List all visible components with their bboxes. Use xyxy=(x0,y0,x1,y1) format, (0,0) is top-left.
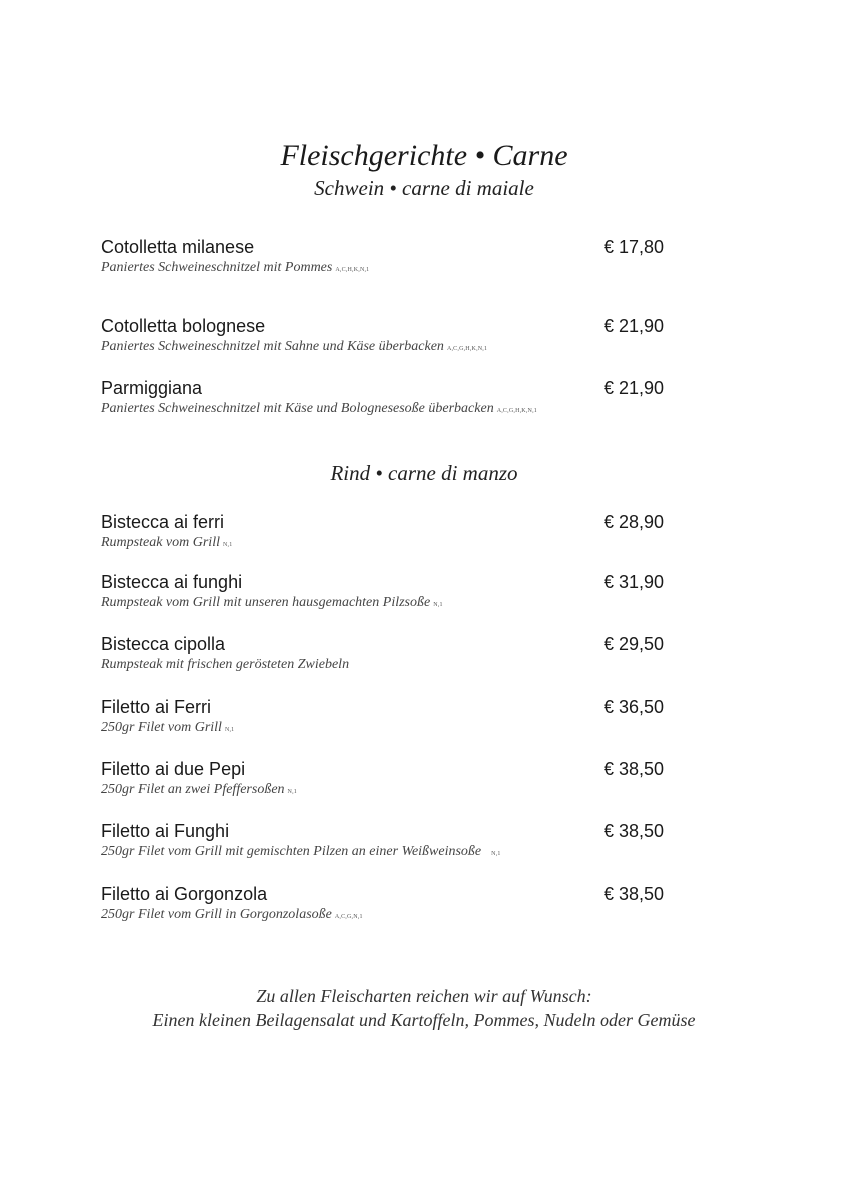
item-description-text: Rumpsteak mit frischen gerösteten Zwiebeln xyxy=(101,657,350,672)
item-description-text: 250gr Filet an zwei Pfeffersoßen xyxy=(101,782,285,797)
page-title: Fleischgerichte • Carne xyxy=(280,139,568,172)
item-name: Filetto ai Gorgonzola xyxy=(101,884,268,904)
allergen-codes: A,C,G,H,K,N,1 xyxy=(446,346,488,352)
menu-item xyxy=(101,758,681,804)
footer-note-line-1: Zu allen Fleischarten reichen wir auf Wunsch: xyxy=(256,986,592,1006)
item-price: € 28,90 xyxy=(604,512,665,532)
item-price: € 31,90 xyxy=(604,572,665,592)
menu-item xyxy=(101,315,681,361)
item-price: € 17,80 xyxy=(604,237,665,257)
item-description xyxy=(101,338,487,358)
item-price: € 21,90 xyxy=(604,378,665,398)
allergen-codes: A,C,G,N,1 xyxy=(334,914,363,920)
item-description xyxy=(101,656,352,676)
item-description-text: Paniertes Schweineschnitzel mit Sahne und Käse überbacken xyxy=(101,339,444,354)
menu-item xyxy=(101,696,681,742)
menu-item xyxy=(101,820,681,866)
item-name: Parmiggiana xyxy=(101,378,203,398)
allergen-codes: N,1 xyxy=(491,851,501,857)
item-price: € 38,50 xyxy=(604,759,665,779)
item-price: € 36,50 xyxy=(604,697,665,717)
item-description-text: Paniertes Schweineschnitzel mit Käse und Bolognesesoße überbacken xyxy=(101,401,494,416)
item-description-text: Paniertes Schweineschnitzel mit Pommes xyxy=(101,260,333,275)
item-description-text: Rumpsteak vom Grill xyxy=(101,535,220,550)
item-name: Bistecca cipolla xyxy=(101,634,226,654)
item-description xyxy=(101,259,369,279)
item-description xyxy=(101,719,234,739)
menu-item xyxy=(101,633,681,679)
footer-note-line-2: Einen kleinen Beilagensalat und Kartoffeln, Pommes, Nudeln oder Gemüse xyxy=(152,1010,696,1030)
item-name: Filetto ai Funghi xyxy=(101,821,230,841)
allergen-codes: A,C,G,H,K,N,1 xyxy=(496,408,537,414)
item-name: Bistecca ai funghi xyxy=(101,572,243,592)
allergen-codes: N,1 xyxy=(433,602,443,608)
item-name: Bistecca ai ferri xyxy=(101,512,225,532)
item-name: Filetto ai Ferri xyxy=(101,697,212,717)
allergen-codes: N,1 xyxy=(222,542,233,548)
menu-item xyxy=(101,377,681,423)
item-description xyxy=(101,781,297,801)
item-description xyxy=(101,843,501,863)
item-name: Cotolletta milanese xyxy=(101,237,255,257)
section-heading-beef: Rind • carne di manzo xyxy=(330,461,518,485)
item-price: € 29,50 xyxy=(604,634,665,654)
allergen-codes: A,C,H,K,N,1 xyxy=(335,267,370,273)
item-description-text: 250gr Filet vom Grill xyxy=(101,720,222,735)
menu-item xyxy=(101,883,681,929)
item-description xyxy=(101,594,443,614)
item-name: Filetto ai due Pepi xyxy=(101,759,246,779)
section-heading-pork: Schwein • carne di maiale xyxy=(314,176,534,200)
menu-item xyxy=(101,511,681,557)
menu-item xyxy=(101,236,681,282)
item-description xyxy=(101,400,537,420)
item-description-text: 250gr Filet vom Grill in Gorgonzolasoße xyxy=(101,907,332,922)
item-price: € 38,50 xyxy=(604,884,665,904)
item-price: € 21,90 xyxy=(604,316,665,336)
menu-item xyxy=(101,571,681,617)
item-name: Cotolletta bolognese xyxy=(101,316,266,336)
item-price: € 38,50 xyxy=(604,821,665,841)
item-description xyxy=(101,906,363,926)
item-description-text: Rumpsteak vom Grill mit unseren hausgemachten Pilzsoße xyxy=(101,595,431,610)
allergen-codes: N,1 xyxy=(224,727,235,733)
allergen-codes: N,1 xyxy=(287,789,297,795)
item-description-text: 250gr Filet vom Grill mit gemischten Pilzen an einer Weißweinsoße xyxy=(101,844,482,859)
item-description xyxy=(101,534,232,554)
